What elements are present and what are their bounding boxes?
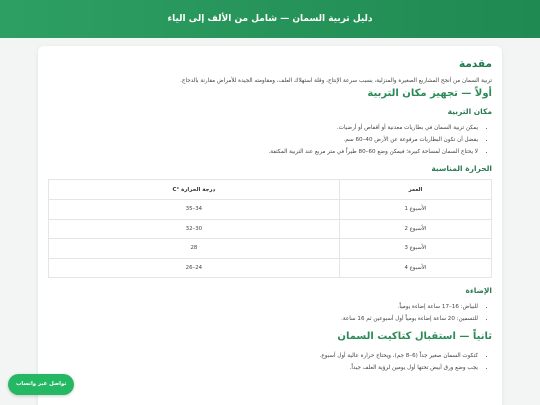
list-item: • للتسمين: 20 ساعة إضاءة يومياً أول أسبوعين ثم 16 ساعة.	[48, 313, 478, 325]
temperature-heading: الحرارة المناسبة	[431, 164, 492, 173]
column-header-temperature: درجة الحرارة °C	[49, 180, 340, 200]
content-card	[38, 46, 502, 405]
section1-heading: أولاً — تجهيز مكان التربية	[367, 88, 492, 99]
list-item: • كتكوت السمان صغير جداً (6–8 جم)، ويحتاج حرارة عالية أول أسبوع.	[48, 350, 478, 362]
whatsapp-contact-button[interactable]: تواصل عبر واتساب	[8, 374, 74, 395]
intro-text: تربية السمان من أنجح المشاريع الصغيرة والمنزلية، بسبب سرعة الإنتاج، وقلة استهلاك العلف، ومقاومته الجيدة للأمراض مقارنة بالدجاج.	[180, 78, 492, 84]
table-row	[49, 200, 492, 220]
list-item: • يمكن تربية السمان في بطاريات معدنية أو أقفاص أو أرضيات.	[48, 122, 478, 134]
table-row	[49, 258, 492, 278]
lighting-list	[48, 301, 492, 325]
location-heading: مكان التربية	[447, 107, 492, 116]
table-cell: الأسبوع 3	[339, 239, 491, 259]
table-header-row	[49, 180, 492, 200]
list-item: • للبياض: 16–17 ساعة إضاءة يومياً.	[48, 301, 478, 313]
table-cell: 28	[49, 239, 340, 259]
chicks-list	[48, 350, 492, 374]
section2-heading: ثانياً — استقبال كتاكيت السمان	[337, 331, 492, 342]
table-cell: 24–26	[49, 258, 340, 278]
location-list	[48, 122, 492, 158]
table-cell: الأسبوع 1	[339, 200, 491, 220]
table-cell: 30–32	[49, 219, 340, 239]
table-cell: الأسبوع 2	[339, 219, 491, 239]
lighting-heading: الإضاءة	[465, 286, 492, 295]
page-title: دليل تربية السمان — شامل من الألف إلى الياء	[167, 14, 373, 24]
table-row	[49, 219, 492, 239]
table-cell: الأسبوع 4	[339, 258, 491, 278]
column-header-age: العمر	[339, 180, 491, 200]
top-header-bar	[0, 0, 540, 38]
list-item: • يفضل أن تكون البطاريات مرفوعة عن الأرض 40–60 سم.	[48, 134, 478, 146]
intro-heading: مقدمة	[459, 58, 492, 70]
table-cell: 34–35	[49, 200, 340, 220]
table-row	[49, 239, 492, 259]
temperature-table	[48, 179, 492, 278]
list-item: • لا يحتاج السمان لمساحة كبيرة؛ فيمكن وضع 60–80 طيراً في متر مربع عند التربية المكثفة.	[48, 146, 478, 158]
list-item: • يجب وضع ورق أبيض تحتها أول يومين لرؤية العلف جيداً.	[48, 362, 478, 374]
